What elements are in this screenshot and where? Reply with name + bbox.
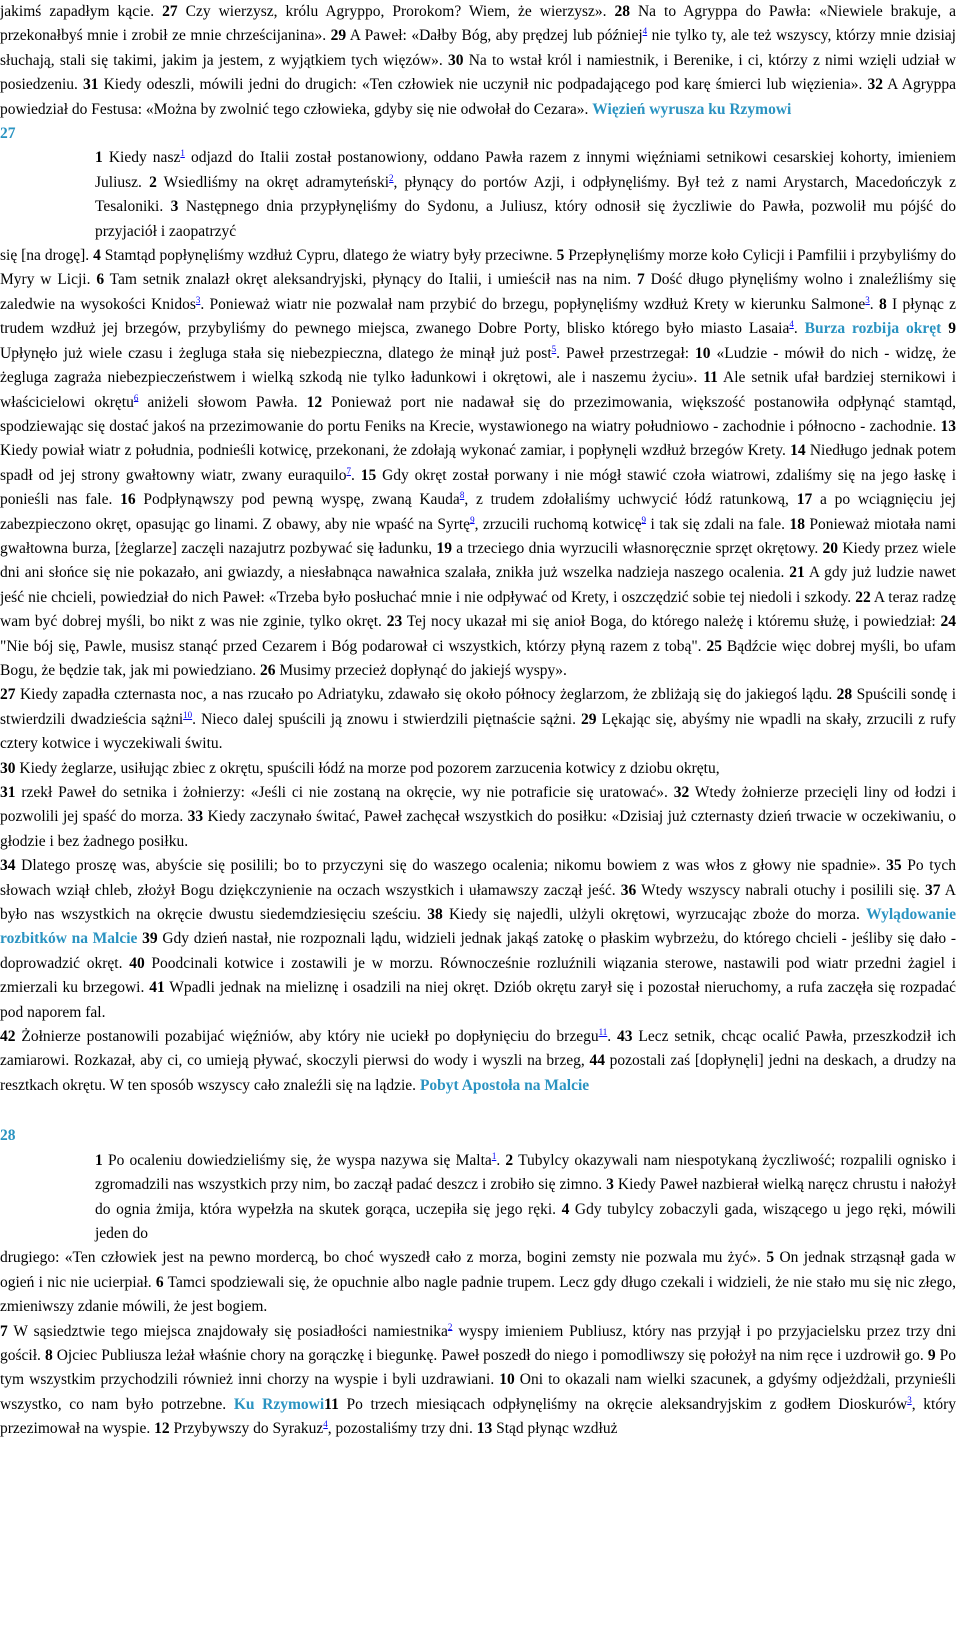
footnote-link[interactable]: 4 xyxy=(642,26,648,37)
chapter-27-opening: 1 Kiedy nasz$^1$ odjazd do Italii został postanowiony, oddano Pawła razem z innymi więźniami setnikowi cesarskiej kohorty, imieniem Juliusz. 2 Wsiedliśmy na okręt adramyteński$^2$, płynący do portów Azji, i odpłynęliśmy. Był też z nami Arystarch, Macedończyk z Tesaloniki. 3 Następnego dnia przypłynęliśmy do Sydonu, a Juliusz, który odnosił się życzliwie do Pawła, pozwolił mu pójść do przyjaciół i zaopatrzyć xyxy=(95,148,957,240)
chapter-28-body: drugiego: «Ten człowiek jest na pewno mordercą, bo choć wyszedł cało z morza, bogini zemsty nie pozwala mu żyć». 5 On jednak strząsnął gada w ogień i nic nie ucierpiał. 6 Tamci spodziewali się, że opuchnie albo nagle padnie trupem. Lecz gdy długo czekali i widzieli, że nie stało mu się nic złego, zmieniwszy zdanie mówili, że jest bogiem. 7 W sąsiedztwie tego miejsca znajdowały się posiadłości namiestnika$^2$ wyspy imieniem Publiusz, który nas przyjął i po przyjacielsku przez trzy dni gościł. 8 Ojciec Publiusza leżał właśnie chory na gorączkę i biegunkę. Paweł poszedł do niego i pomodliwszy się położył na nim ręce i uzdrowił go. 9 Po tym wszystkim przychodzili również inni chorzy na wyspie i byli uzdrawiani. 10 Oni to okazali nam wielki szacunek, a gdyśmy odjeżdżali, przynieśli wszystko, co nam było potrzebne. Ku Rzymowi11 Po trzech miesiącach odpłynęliśmy na okręcie aleksandryjskim z godłem Dioskurów$^3$, który przezimował na wyspie. 12 Przybywszy do Syrakuz$^4$, pozostaliśmy trzy dni. 13 Stąd płynąc wzdłuż xyxy=(0,1249,957,1438)
footnote-link[interactable]: 10 xyxy=(183,709,193,720)
verse-number: 32 xyxy=(867,76,883,94)
chapter-26-tail: jakimś zapadłym kącie. 27 Czy wierzysz, królu Agryppo, Prorokom? Wiem, że wierzysz». 28 Na to Agryppa do Pawła: «Niewiele brakuje, a przekonałbyś mnie i zrobił ze mnie chrześcijanina». 29 A Paweł: «Dałby Bóg, aby prędzej lub później$^4$ nie tylko ty, ale też wszyscy, którzy mnie dzisiaj słuchają, stali się takimi, jakim ja jestem, z wyjątkiem tych więzów». 30 Na to wstał król i namiestnik, i Berenike, i ci, którzy z nimi wzięli udział w posiedzeniu. 31 Kiedy odeszli, mówili jedni do drugich: «Ten człowiek nie uczynił nic podpadającego pod karę śmierci lub więzienia». 32 A Agryppa powiedział do Festusa: «Można by zwolnić tego człowieka, gdyby się nie odwołał do Cezara». Więzień wyrusza ku Rzymowi xyxy=(0,3,957,118)
footnote-link[interactable]: 3 xyxy=(907,1394,912,1405)
footnote-link[interactable]: 8 xyxy=(459,489,465,500)
verse-number: 29 xyxy=(330,27,347,45)
footnote-link[interactable]: 11 xyxy=(598,1026,608,1037)
footnote-link[interactable]: 1 xyxy=(491,1150,497,1161)
footnote-link[interactable]: 7 xyxy=(346,465,351,476)
footnote-link[interactable]: 6 xyxy=(133,392,139,403)
chapter-27-body: się [na drogę]. 4 Stamtąd popłynęliśmy wzdłuż Cypru, dlatego że wiatry były przeciwne. 5 Przepłynęliśmy morze koło Cylicji i Pamfilii i przybyliśmy do Myry w Licji. 6 Tam setnik znalazł okręt aleksandryjski, płynący do Italii, i umieścił nas na nim. 7 Dość długo płynęliśmy wolno i znaleźliśmy się zaledwie na wysokości Knidos$^3$. Ponieważ wiatr nie pozwalał nam przybić do brzegu, popłynęliśmy wzdłuż Krety w kierunku Salmone$^3$. 8 I płynąc z trudem wzdłuż jej brzegów, przybyliśmy do pewnego miejsca, zwanego Dobre Porty, blisko którego było miasto Lasaia$^4$. Burza rozbija okręt 9 Upłynęło już wiele czasu i żegluga stała się niebezpieczna, dlatego że minął już post$^5$. Paweł przestrzegał: 10 «Ludzie - mówił do nich - widzę, że żegluga zagraża niebezpieczeństwem i wielką szkodą nie tylko ładunkowi i okrętowi, ale i naszemu życiu». 11 Ale setnik ufał bardziej sternikowi i właścicielowi okrętu$^6$ aniżeli słowom Pawła. 12 Ponieważ port nie nadawał się do przezimowania, większość postanowiła odpłynąć stamtąd, spodziewając się dostać jakoś na przezimowanie do portu Feniks na Krecie, wystawionego na wiatry południowo - zachodnie i północno - zachodnie. 13 Kiedy powiał wiatr z południa, podnieśli kotwicę, przekonani, że zdołają wykonać zamiar, i popłynęli wzdłuż brzegów Krety. 14 Niedługo jednak potem spadł od jej strony gwałtowny wiatr, zwany euraquilo$^7$. 15 Gdy okręt został porwany i nie mógł stawić czoła wiatrowi, zdaliśmy się na jego łaskę i ponieśli nas fale. 16 Podpłynąwszy pod pewną wyspę, zwaną Kauda$^8$, z trudem zdołaliśmy uchwycić łódź ratunkową, 17 a po wciągnięciu jej zabezpieczono okręt, opasując go linami. Z obawy, aby nie wpaść na Syrtę$^9$, zrzucili ruchomą kotwicę$^9$ i tak się zdali na fale. 18 Ponieważ miotała nami gwałtowna burza, [żeglarze] zaczęli nazajutrz pozbywać się ładunku, 19 a trzeciego dnia wyrzucili własnoręcznie sprzęt okrętowy. 20 Kiedy przez wiele dni ani słońce się nie pokazało, ani gwiazdy, a niesłabnąca nawałnica szalała, znikła już wszelka nadzieja naszego ocalenia. 21 A gdy już ludzie nawet jeść nie chcieli, powiedział do nich Paweł: «Trzeba było posłuchać mnie i nie odpływać od Krety, i oszczędzić sobie tej niedoli i szkody. 22 A teraz radzę wam być dobrej myśli, bo nikt z was nie zginie, tylko okręt. 23 Tej nocy ukazał mi się anioł Boga, do którego należę i któremu służę, i powiedział: 24 "Nie bój się, Pawle, musisz stanąć przed Cezarem i Bóg podarował ci wszystkich, którzy płyną razem z tobą". 25 Bądźcie więc dobrej myśli, bo ufam Bogu, że będzie tak, jak mi powiedziano. 26 Musimy przecież dopłynąć do jakiejś wyspy». 27 Kiedy zapadła czternasta noc, a nas rzucało po Adriatyku, zdawało się około północy żeglarzom, że zbliżają się do jakiegoś lądu. 28 Spuścili sondę i stwierdzili dwadzieścia sążni$^{10}$. Nieco dalej spuścili ją znowu i stwierdzili piętnaście sążni. 29 Lękając się, abyśmy nie wpadli na skały, zrzucili z rufy cztery kotwice i wyczekiwali świtu. 30 Kiedy żeglarze, usiłując zbiec z okrętu, spuścili łódź na morze pod pozorem zarzucenia kotwicy z dziobu okrętu, 31 rzekł Paweł do setnika i żołnierzy: «Jeśli ci nie zostaną na okręcie, wy nie potraficie się uratować». 32 Wtedy żołnierze przecięli liny od łodzi i pozwolili jej spaść do morza. 33 Kiedy zaczynało świtać, Paweł zachęcał wszystkich do posiłku: «Dzisiaj już czternasty dzień trwacie w oczekiwaniu, o głodzie i bez żadnego posiłku. 34 Dlatego proszę was, abyście się posilili; bo to przyczyni się do waszego ocalenia; nikomu bowiem z was włos z głowy nie spadnie». 35 Po tych słowach wziął chleb, złożył Bogu dziękczynienie na oczach wszystkich i ułamawszy zaczął jeść. 36 Wtedy wszyscy nabrali otuchy i posilili się. 37 A było nas wszystkich na okręcie dwustu siedemdziesięciu sześciu. 38 Kiedy się najedli, ulżyli okrętowi, wyrzucając zboże do morza. Wylądowanie rozbitków na Malcie 39 Gdy dzień nastał, nie rozpoznali lądu, widzieli jednak jakąś zatokę o płaskim wybrzeżu, do którego chcieli - jeśliby się dało - doprowadzić okręt. 40 Poodcinali kotwice i zostawili je w morzu. Równocześnie rozluźnili wiązania sterowe, nastawili pod wiatr przedni żagiel i zmierzali ku brzegowi. 41 Wpadli jednak na mieliznę i osadzili na niej okręt. Dziób okrętu zarył się i pozostał nieruchomy, a rufa zaczęła się rozpadać pod naporem fal. 42 Żołnierze postanowili pozabijać więźniów, aby który nie uciekł po dopłynięciu do brzegu$^{11}$. 43 Lecz setnik, chcąc ocalić Pawła, przeszkodził ich zamiarowi. Rozkazał, aby ci, co umieją pływać, skoczyli pierwsi do wody i wyszli na brzeg, 44 pozostali zaś [dopłynęli] jedni na deskach, a drudzy na resztkach okrętu. W ten sposób wszyscy cało znaleźli się na lądzie. Pobyt Apostoła na Malcie xyxy=(0,247,957,1094)
verse-number: 27 xyxy=(162,3,178,20)
footnote-link[interactable]: 4 xyxy=(789,319,794,330)
footnote-link[interactable]: 3 xyxy=(195,294,201,305)
verse-number: 28 xyxy=(614,3,630,20)
section-heading: Ku Rzymowi xyxy=(233,1395,325,1413)
footnote-link[interactable]: 2 xyxy=(389,172,394,183)
footnote-link[interactable]: 5 xyxy=(551,343,557,354)
footnote-link[interactable]: 2 xyxy=(447,1321,453,1332)
chapter-number: 28 xyxy=(0,1127,16,1145)
section-heading: Pobyt Apostoła na Malcie xyxy=(419,1076,590,1094)
chapter-28-opening: 1 Po ocaleniu dowiedzieliśmy się, że wyspa nazywa się Malta$^1$. 2 Tubylcy okazywali nam niespotykaną życzliwość; rozpalili ognisko i zgromadzili nas wszystkich przy nim, bo zaczął padać deszcz i zrobiło się zimno. 3 Kiedy Paweł nazbierał wielką naręcz chrustu i nałożył do ognia żmija, która wypełzła na skutek gorąca, uczepiła się jego ręki. 4 Gdy tubylcy zobaczyli gada, wiszącego u jego ręki, mówili jeden do xyxy=(95,1150,957,1242)
footnote-link[interactable]: 1 xyxy=(180,148,185,159)
footnote-link[interactable]: 4 xyxy=(323,1419,328,1429)
spacer xyxy=(0,1098,956,1124)
section-heading: Burza rozbija okręt xyxy=(804,320,942,338)
verse-number: 30 xyxy=(448,51,464,69)
verse-number: 31 xyxy=(83,76,99,94)
section-heading: Wylądowanie rozbitków na Malcie xyxy=(0,906,956,948)
footnote-link[interactable]: 9 xyxy=(470,514,475,525)
chapter-number: 27 xyxy=(0,125,16,143)
section-heading: Więzień wyrusza ku Rzymowi xyxy=(592,100,792,118)
footnote-link[interactable]: 9 xyxy=(641,514,647,525)
footnote-link[interactable]: 3 xyxy=(865,294,870,305)
